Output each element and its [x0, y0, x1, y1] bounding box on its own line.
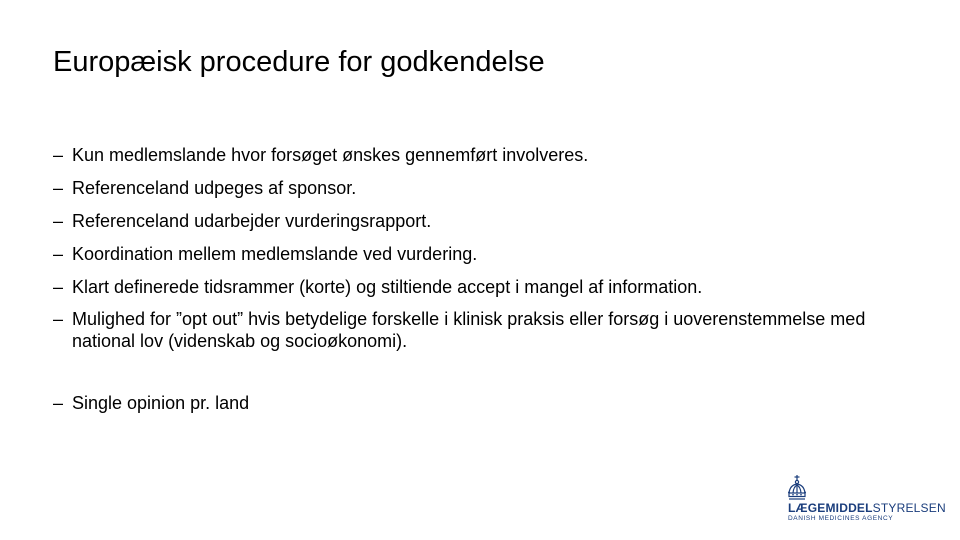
bullet-text: Mulighed for ”opt out” hvis betydelige forskelle i klinisk praksis eller forsøg i uoverenstemmelse med national lov (videnskab og socioøkonomi). — [72, 309, 866, 351]
bullet-text: Referenceland udpeges af sponsor. — [72, 178, 357, 198]
bullet-item — [53, 276, 923, 298]
bullet-item — [53, 210, 923, 232]
bullet-marker: – — [53, 178, 64, 198]
bullet-marker: – — [53, 145, 64, 165]
agency-logo — [786, 474, 946, 524]
bullet-text: Referenceland udarbejder vurderingsrapport. — [72, 211, 432, 231]
bullet-text: Koordination mellem medlemslande ved vurdering. — [72, 244, 478, 264]
bullet-marker: – — [53, 277, 64, 297]
crown-icon — [786, 474, 808, 504]
bullet-item — [53, 243, 923, 265]
bullet-text: Kun medlemslande hvor forsøget ønskes gennemført involveres. — [72, 145, 589, 165]
logo-wordmark-bold: LÆGEMIDDEL — [788, 501, 873, 515]
bullet-text: Single opinion pr. land — [72, 393, 250, 413]
bullet-marker: – — [53, 309, 64, 329]
bullet-text: Klart definerede tidsrammer (korte) og stiltiende accept i mangel af information. — [72, 277, 703, 297]
bullet-item — [53, 392, 923, 414]
logo-wordmark — [788, 501, 946, 515]
slide-title: Europæisk procedure for godkendelse — [53, 46, 545, 78]
bullet-marker: – — [53, 211, 64, 231]
bullet-item — [53, 177, 923, 199]
bullet-list — [53, 144, 923, 414]
logo-subtitle: DANISH MEDICINES AGENCY — [788, 515, 894, 522]
bullet-item — [53, 308, 923, 352]
bullet-item — [53, 144, 923, 166]
logo-wordmark-light: STYRELSEN — [872, 501, 946, 515]
bullet-marker: – — [53, 244, 64, 264]
bullet-marker: – — [53, 393, 64, 413]
